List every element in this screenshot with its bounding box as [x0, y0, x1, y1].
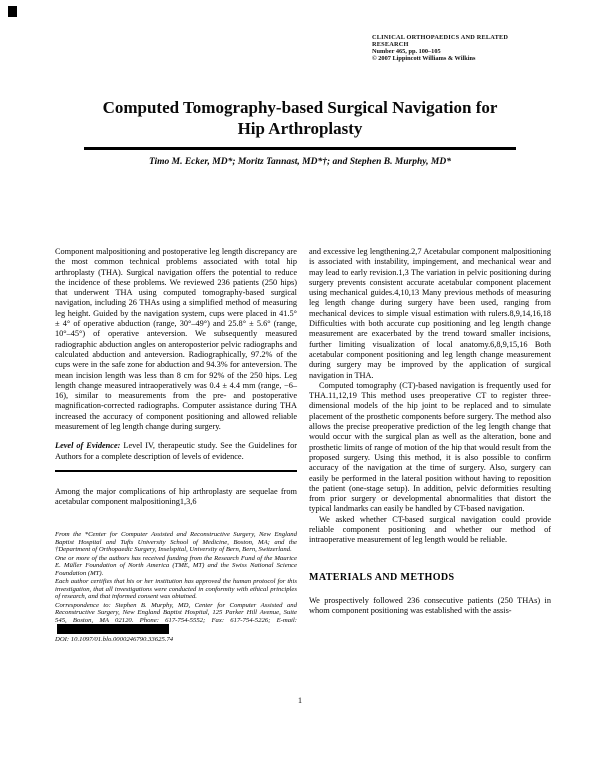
level-of-evidence-label: Level of Evidence:	[55, 441, 121, 451]
journal-name: CLINICAL ORTHOPAEDICS AND RELATED RESEARCH	[372, 34, 509, 48]
title-line-1: Computed Tomography-based Surgical Navigation for	[102, 98, 498, 117]
introduction-paragraph-3: We asked whether CT-based surgical navigation could provide reliable component positioning and whether our method of intraoperative measurement of leg length would be reliable.	[309, 514, 551, 545]
methods-section	[309, 596, 551, 617]
title-divider-rule	[84, 147, 516, 150]
footnote-block	[55, 531, 297, 643]
introduction-paragraph-2: Computed tomography (CT)-based navigation is frequently used for THA.11,12,19 This method uses preoperative CT to register three-dimensional models of the hip joint to be replaced and to simulate placement of the prosthetic components before surgery. The method also allows the precise preoperative prediction of the leg length change that would occur with the surgical plan as well as the alteration, bone and prosthetic limits of range of motion of the hip that would result from the proposed surgery. Using this method, it is also possible to confirm accuracy of the navigation at the time of surgery. Also, surgery can easily be performed in the lateral position without having to reposition the patient (one-stage setup). In addition, pelvic deformities resulting from prior surgery or developmental abnormalities that distort the typical landmarks can easily be handled by CT-based navigation.	[309, 380, 551, 514]
level-of-evidence	[55, 441, 297, 462]
abstract-divider-rule	[55, 470, 297, 472]
left-column	[55, 247, 297, 644]
abstract-paragraph: Component malpositioning and postoperative leg length discrepancy are the most common technical problems associated with total hip arthroplasty (THA). Surgical navigation offers the potential to reduce the incidence of these problems. We reviewed 236 patients (250 hips) that underwent THA using computed tomography-based surgical navigation, including 26 THAs using a simplified method of measuring leg height. Guided by the navigation system, cups were placed in 41.5° ± 4° of operative abduction (range, 30°–49°) and 25.8° ± 5.6° (range, 10°–45°) of operative anteversion. We subsequently measured radiographic abduction angles on anteroposterior pelvic radiographs and calculated abduction and anteversion. Radiographically, 97.2% of the cups were in the safe zone for abduction and 94.3% for anteversion. The mean incision length was less than 8 cm for 92% of the 250 hips. Leg length change measured intraoperatively was 0.4 ± 4.4 mm (range, −6–16), similar to measurements from the pre- and postoperative magnification-corrected radiographs. Computer assistance during THA increased the accuracy of component positioning and allowed reliable measurement of leg length change during surgery.	[55, 247, 297, 432]
methods-paragraph-1: We prospectively followed 236 consecutive patients (250 THAs) in whom component positioning was established with the assis-	[309, 595, 551, 615]
journal-issue: Number 465, pp. 100–105	[372, 48, 441, 55]
introduction-paragraph-1: and excessive leg lengthening.2,7 Acetabular component malpositioning is associated with instability, impingement, and mechanical wear and may lead to early revision.1,3 The variation in pelvic positioning during surgery prevents consistent accurate acetabular component placement using mechanical guides.4,10,13 Many previous methods of measuring leg length change during surgery have been used, ranging from mechanical devices to simple visual estimation with rulers.8,9,14,16,18 Difficulties with both accurate cup positioning and leg length change measurement are exacerbated by the trend toward smaller incisions, further limiting visualization of local anatomy.6,8,9,15,16 Both acetabular component positioning and leg length change measurement during surgery may be improved by the application of surgical navigation in THA.	[309, 247, 551, 380]
footnote-ethics: Each author certifies that his or her institution has approved the human protocol for this investigation, that all investigations were conducted in conformity with ethical principles of research, and that informed consent was obtained.	[55, 578, 297, 601]
scan-artifact-mark	[8, 6, 17, 17]
authors-line: Timo M. Ecker, MD*; Moritz Tannast, MD*†; and Stephen B. Murphy, MD*	[149, 157, 451, 167]
page-title	[40, 97, 560, 139]
introduction-start: Among the major complications of hip arthroplasty are sequelae from acetabular component malpositioning1,3,6	[55, 486, 297, 507]
footnote-affiliation: From the *Center for Computer Assisted and Reconstructive Surgery, New England Baptist Hospital and Tufts University School of Medicine, Boston, MA; and the †Department of Orthopaedic Surgery, Inselspital, University of Bern, Bern, Switzerland.	[55, 531, 297, 554]
footnote-doi: DOI: 10.1097/01.blo.0000246790.33625.74	[55, 635, 174, 643]
title-line-2: Hip Arthroplasty	[237, 119, 363, 138]
footnote-correspondence	[55, 602, 297, 635]
redacted-email-bar	[57, 624, 169, 634]
journal-copyright: © 2007 Lippincott Williams & Wilkins	[372, 55, 476, 62]
footnote-correspondence-text: Correspondence to: Stephen B. Murphy, MD, Center for Computer Assisted and Reconstructive Surgery, New England Baptist Hospital, 125 Parker Hill Avenue, Suite 545, Boston, MA 02120. Phone: 617-754-5552; Fax: 617-754-5226; E-mail:	[55, 601, 297, 624]
level-of-evidence-text: Level IV, therapeutic study. See the Guidelines for Authors for a complete description of levels of evidence.	[55, 441, 297, 461]
page-number: 1	[297, 695, 303, 705]
two-column-body	[55, 247, 551, 644]
right-column	[309, 247, 551, 644]
footnote-funding: One or more of the authors has received funding from the Research Fund of the Maurice E. Müller Foundation of North America (TME, MT) and the Swiss National Science Foundation (MT).	[55, 554, 297, 577]
journal-header	[372, 34, 532, 62]
materials-methods-heading: MATERIALS AND METHODS	[309, 571, 455, 583]
